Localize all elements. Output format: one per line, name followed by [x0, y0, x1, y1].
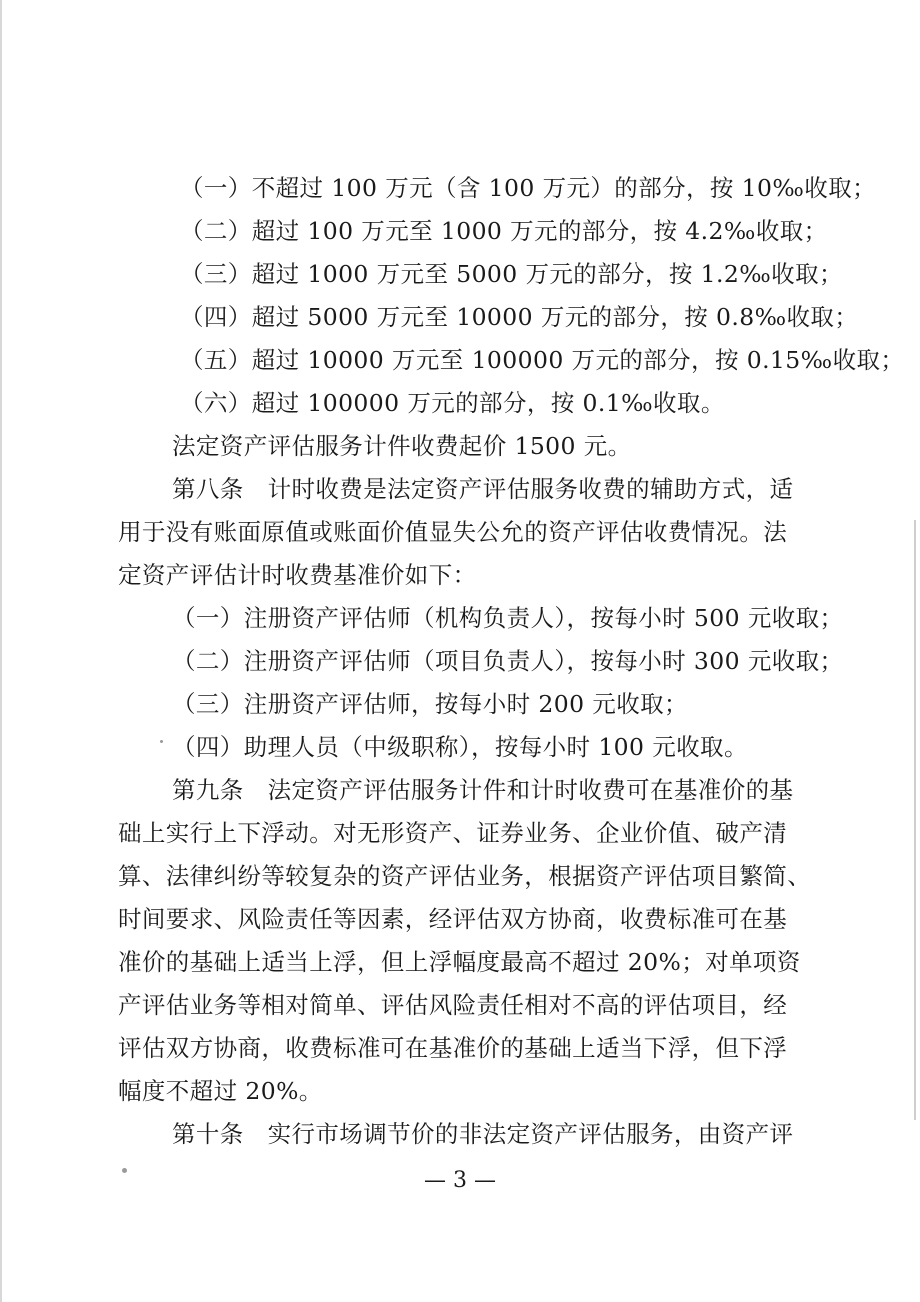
article-8-line: 定资产评估计时收费基准价如下： [118, 561, 477, 589]
article-9-line: 评估双方协商，收费标准可在基准价的基础上适当下浮，但下浮 [118, 1034, 788, 1062]
article-9-line: 准价的基础上适当上浮，但上浮幅度最高不超过 20%；对单项资 [118, 948, 801, 976]
article-9-line: 时间要求、风险责任等因素，经评估双方协商，收费标准可在基 [118, 905, 788, 933]
article-9-line: 产评估业务等相对简单、评估风险责任相对不高的评估项目，经 [118, 991, 788, 1019]
article-9-line: 第九条 法定资产评估服务计件和计时收费可在基准价的基 [172, 776, 794, 804]
fee-item-3: （三）超过 1000 万元至 5000 万元的部分，按 1.2‰收取； [180, 260, 843, 288]
article-8-line: 用于没有账面原值或账面价值显失公允的资产评估收费情况。法 [118, 518, 788, 546]
fee-item-1: （一）不超过 100 万元（含 100 万元）的部分，按 10‰收取； [180, 174, 876, 202]
hourly-item-4: （四）助理人员（中级职称），按每小时 100 元收取。 [172, 733, 748, 761]
article-10-line: 第十条 实行市场调节价的非法定资产评估服务，由资产评 [172, 1120, 794, 1148]
fee-item-5: （五）超过 10000 万元至 100000 万元的部分，按 0.15‰收取； [180, 346, 905, 374]
article-8-line: 第八条 计时收费是法定资产评估服务收费的辅助方式，适 [172, 475, 794, 503]
fee-item-2: （二）超过 100 万元至 1000 万元的部分，按 4.2‰收取； [180, 217, 828, 245]
article-9-line: 算、法律纠纷等较复杂的资产评估业务，根据资产评估项目繁简、 [118, 862, 812, 890]
hourly-item-1: （一）注册资产评估师（机构负责人），按每小时 500 元收取； [172, 604, 844, 632]
hourly-item-2: （二）注册资产评估师（项目负责人），按每小时 300 元收取； [172, 647, 844, 675]
hourly-item-3: （三）注册资产评估师，按每小时 200 元收取； [172, 690, 688, 718]
scan-edge [0, 0, 12, 1302]
page-number: — 3 — [424, 1168, 496, 1193]
minimum-fee-text: 法定资产评估服务计件收费起价 1500 元。 [172, 432, 632, 460]
fee-item-4: （四）超过 5000 万元至 10000 万元的部分，按 0.8‰收取； [180, 303, 859, 331]
article-9-line: 础上实行上下浮动。对无形资产、证券业务、企业价值、破产清 [118, 819, 788, 847]
fee-item-6: （六）超过 100000 万元的部分，按 0.1‰收取。 [180, 389, 725, 417]
scan-edge-right [910, 520, 916, 1120]
scan-speck [160, 740, 163, 743]
article-9-line: 幅度不超过 20%。 [118, 1077, 323, 1105]
